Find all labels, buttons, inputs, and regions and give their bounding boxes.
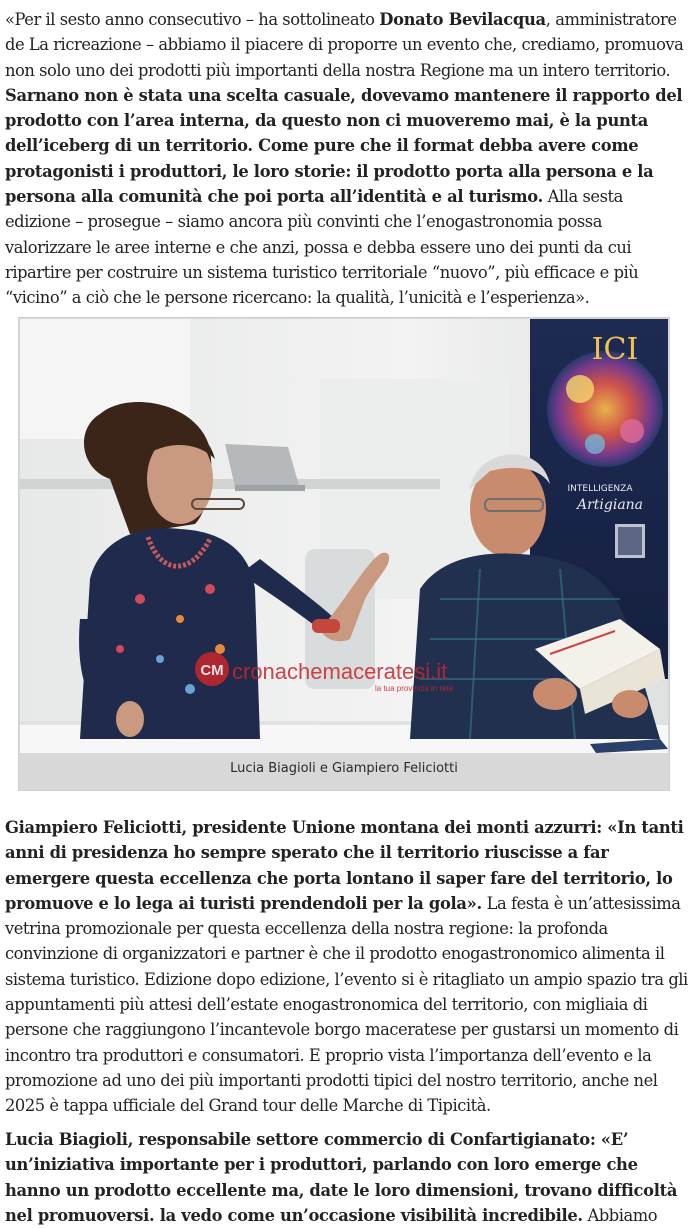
text-segment: Abbiamo [582,1205,658,1225]
bold-text-segment: Sarnano non è stata una scelta casuale, dovevamo mantenere il rapporto del prodotto con l’area interna, da questo non ci muoveremo mai, è la punta dell’iceberg di un territorio. Come pure che il format debba avere come protagonisti i produttori, le loro storie: il prodotto porta alla persona e la persona alla comunità che poi porta all’identità e al turismo. [5,85,683,207]
article-photo [20,319,668,753]
watermark-badge: CM [200,662,224,679]
figure-caption: Lucia Biagioli e Giampiero Feliciotti [230,761,458,776]
bold-text-segment: Lucia Biagioli, responsabile settore commercio di Confartigianato: «E’ un’iniziativa importante per i produttori, parlando con loro emerge che hanno un prodotto eccellente ma, date le loro dimensioni, trovano difficoltà nel promuoversi. la vedo come un’occasione visibilità incredibile. [5,1130,678,1225]
banner-line-2: Artigiana [576,497,644,513]
watermark-tagline: la tua provincia in rete [375,684,454,693]
watermark-brand: cronachemaceratesi.it [232,659,448,684]
banner-logo-text: ICI [591,332,639,367]
article-paragraph-3 [5,1127,689,1228]
article-paragraph-1 [5,7,689,311]
text-segment: Alla sesta edizione – prosegue – siamo ancora più convinti che l’enogastronomia possa valorizzare le aree interne e che anzi, possa e debba essere uno dei punti da cui ripartire per costruire un sistema turistico territoriale “nuovo”, più efficace e più “vicino” a ciò che le persone ricercano: la qualità, l’unicità e l’esperienza». [5,187,639,308]
text-segment: «Per il sesto anno consecutivo – ha sottolineato [5,10,380,29]
text-segment: , amministratore de La ricreazione – abbiamo il piacere di proporre un evento che, crediamo, promuova non solo uno dei prodotti più importanti della nostra Regione ma un intero territorio. [5,10,684,80]
article-figure [18,317,670,791]
text-segment: La festa è un’attesissima vetrina promozionale per questa eccellenza della nostra regione: la profonda convinzione di organizzatori e partner è che il prodotto enogastronomico alimenta il sistema turistico. Edizione dopo edizione, l’evento si è ritagliato un ampio spazio tra gli appuntamenti più attesi dell’estate enogastronomica del territorio, con migliaia di persone che raggiungono l’incantevole borgo maceratese per gustarsi un momento di incontro tra produttori e consumatori. E proprio vista l’importanza dell’evento e la promozione ad uno dei più importanti prodotti tipici del nostro territorio, anche nel 2025 è tappa ufficiale del Grand tour delle Marche di Tipicità. [5,893,688,1116]
banner-line-1: INTELLIGENZA [567,484,633,494]
bold-text-segment: Donato Bevilacqua [379,10,546,29]
article-paragraph-2 [5,815,689,1119]
bold-text-segment: Giampiero Feliciotti, presidente Unione montana dei monti azzurri: «In tanti anni di presidenza ho sempre sperato che il territorio riuscisse a far emergere questa eccellenza che porta lontano il saper fare del territorio, lo promuove e lo lega ai turisti prendendoli per la gola». [5,818,684,913]
